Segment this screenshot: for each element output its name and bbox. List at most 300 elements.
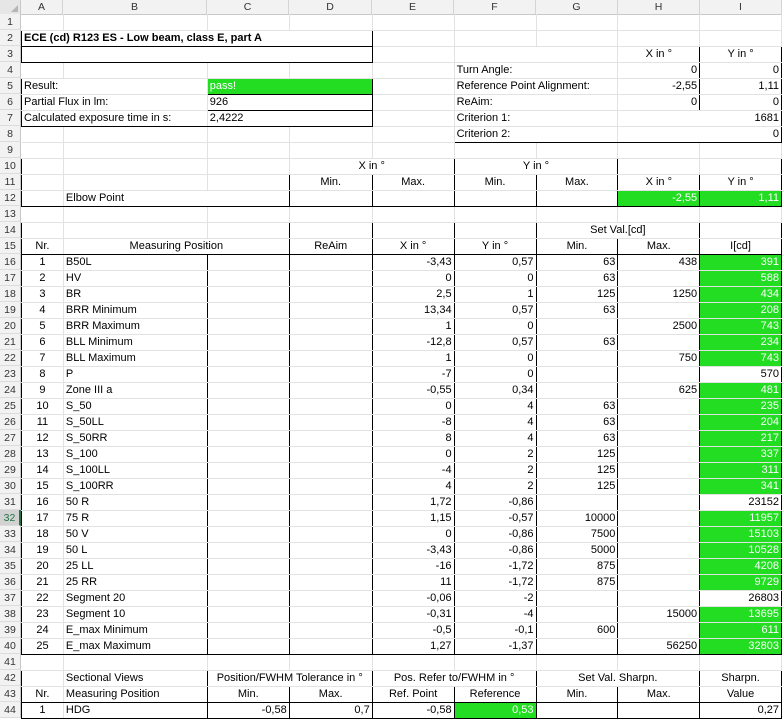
measurement-max[interactable]: 625 — [618, 382, 700, 398]
measurement-x[interactable]: -12,8 — [372, 334, 454, 350]
measurement-nr[interactable]: 11 — [22, 414, 64, 430]
measurement-min[interactable]: 63 — [536, 430, 618, 446]
measurement-x[interactable]: -0,31 — [372, 606, 454, 622]
elbow-x-value[interactable]: -2,55 — [618, 190, 700, 206]
reference-value[interactable]: 0,53 — [454, 702, 536, 718]
row-header-34[interactable]: 34 — [0, 542, 21, 558]
measurement-y[interactable]: 1 — [454, 286, 536, 302]
measurement-nr[interactable]: 7 — [22, 350, 64, 366]
measurement-nr[interactable]: 6 — [22, 334, 64, 350]
measurement-intensity[interactable]: 570 — [700, 366, 782, 382]
column-header-c[interactable]: C — [207, 0, 289, 14]
measurement-y[interactable]: -1,72 — [454, 558, 536, 574]
measurement-spacer[interactable] — [207, 494, 289, 510]
row-header-32[interactable]: 32 — [0, 510, 21, 526]
measurement-intensity[interactable]: 208 — [700, 302, 782, 318]
measurement-reaim[interactable] — [289, 366, 372, 382]
measurement-nr[interactable]: 1 — [22, 254, 64, 270]
measurement-max[interactable] — [618, 398, 700, 414]
row-header-27[interactable]: 27 — [0, 430, 21, 446]
measurement-max[interactable]: 1250 — [618, 286, 700, 302]
measurement-name[interactable]: BR — [63, 286, 207, 302]
measurement-x[interactable]: -0,06 — [372, 590, 454, 606]
row-header-30[interactable]: 30 — [0, 478, 21, 494]
measurement-spacer[interactable] — [207, 318, 289, 334]
measurement-x[interactable]: 8 — [372, 430, 454, 446]
measurement-reaim[interactable] — [289, 302, 372, 318]
row-header-4[interactable]: 4 — [0, 62, 21, 78]
measurement-y[interactable]: 2 — [454, 462, 536, 478]
measurement-name[interactable]: B50L — [63, 254, 207, 270]
measurement-min[interactable]: 63 — [536, 302, 618, 318]
row-header-12[interactable]: 12 — [0, 190, 21, 206]
measurement-y[interactable]: -0,86 — [454, 542, 536, 558]
row-header-11[interactable]: 11 — [0, 174, 21, 190]
measurement-min[interactable]: 63 — [536, 334, 618, 350]
measurement-x[interactable]: 1,27 — [372, 638, 454, 654]
measurement-intensity[interactable]: 234 — [700, 334, 782, 350]
column-header-h[interactable]: H — [618, 0, 700, 14]
measurement-intensity[interactable]: 743 — [700, 350, 782, 366]
measurement-intensity[interactable]: 434 — [700, 286, 782, 302]
measurement-intensity[interactable]: 217 — [700, 430, 782, 446]
measurement-min[interactable] — [536, 638, 618, 654]
row-header-38[interactable]: 38 — [0, 606, 21, 622]
row-header-6[interactable]: 6 — [0, 94, 21, 110]
measurement-spacer[interactable] — [207, 414, 289, 430]
row-header-5[interactable]: 5 — [0, 78, 21, 94]
measurement-name[interactable]: S_100 — [63, 446, 207, 462]
measurement-max[interactable]: 56250 — [618, 638, 700, 654]
measurement-intensity[interactable]: 341 — [700, 478, 782, 494]
column-header-d[interactable]: D — [289, 0, 372, 14]
measurement-name[interactable]: S_50LL — [63, 414, 207, 430]
measurement-x[interactable]: 1 — [372, 350, 454, 366]
measurement-reaim[interactable] — [289, 574, 372, 590]
measurement-name[interactable]: 50 R — [63, 494, 207, 510]
measurement-nr[interactable]: 2 — [22, 270, 64, 286]
measurement-name[interactable]: Segment 10 — [63, 606, 207, 622]
measurement-min[interactable] — [536, 350, 618, 366]
measurement-spacer[interactable] — [207, 366, 289, 382]
sharp-min[interactable] — [536, 702, 618, 718]
alignment-x-value[interactable]: 0 — [618, 94, 700, 110]
row-header-1[interactable]: 1 — [0, 14, 21, 30]
row-header-44[interactable]: 44 — [0, 702, 21, 718]
measurement-intensity[interactable]: 337 — [700, 446, 782, 462]
measurement-intensity[interactable]: 611 — [700, 622, 782, 638]
measurement-max[interactable] — [618, 430, 700, 446]
measurement-spacer[interactable] — [207, 558, 289, 574]
measurement-max[interactable]: 15000 — [618, 606, 700, 622]
measurement-name[interactable]: Segment 20 — [63, 590, 207, 606]
measurement-x[interactable]: -0,5 — [372, 622, 454, 638]
row-header-19[interactable]: 19 — [0, 302, 21, 318]
tolerance-min[interactable]: -0,58 — [207, 702, 289, 718]
measurement-y[interactable]: 0 — [454, 366, 536, 382]
row-header-40[interactable]: 40 — [0, 638, 21, 654]
measurement-nr[interactable]: 9 — [22, 382, 64, 398]
measurement-nr[interactable]: 20 — [22, 558, 64, 574]
measurement-x[interactable]: -7 — [372, 366, 454, 382]
measurement-x[interactable]: 1 — [372, 318, 454, 334]
measurement-x[interactable]: -16 — [372, 558, 454, 574]
measurement-y[interactable]: -0,57 — [454, 510, 536, 526]
measurement-nr[interactable]: 8 — [22, 366, 64, 382]
measurement-x[interactable]: 1,72 — [372, 494, 454, 510]
measurement-nr[interactable]: 19 — [22, 542, 64, 558]
measurement-intensity[interactable]: 32803 — [700, 638, 782, 654]
measurement-max[interactable] — [618, 590, 700, 606]
measurement-max[interactable] — [618, 446, 700, 462]
measurement-x[interactable]: -0,55 — [372, 382, 454, 398]
alignment-y-value[interactable]: 1,11 — [700, 78, 782, 94]
measurement-max[interactable] — [618, 334, 700, 350]
measurement-intensity[interactable]: 311 — [700, 462, 782, 478]
measurement-name[interactable]: S_50 — [63, 398, 207, 414]
measurement-max[interactable] — [618, 526, 700, 542]
measurement-reaim[interactable] — [289, 478, 372, 494]
measurement-intensity[interactable]: 23152 — [700, 494, 782, 510]
measurement-y[interactable]: -0,1 — [454, 622, 536, 638]
criterion-2-value[interactable]: 0 — [618, 126, 782, 142]
select-all-corner[interactable] — [0, 0, 21, 14]
measurement-name[interactable]: Zone III a — [63, 382, 207, 398]
measurement-y[interactable]: -1,37 — [454, 638, 536, 654]
measurement-reaim[interactable] — [289, 558, 372, 574]
measurement-reaim[interactable] — [289, 590, 372, 606]
measurement-min[interactable]: 125 — [536, 286, 618, 302]
row-header-41[interactable]: 41 — [0, 654, 21, 670]
measurement-intensity[interactable]: 235 — [700, 398, 782, 414]
measurement-name[interactable]: BRR Maximum — [63, 318, 207, 334]
measurement-max[interactable] — [618, 622, 700, 638]
measurement-reaim[interactable] — [289, 462, 372, 478]
measurement-name[interactable]: 75 R — [63, 510, 207, 526]
measurement-nr[interactable]: 16 — [22, 494, 64, 510]
row-header-26[interactable]: 26 — [0, 414, 21, 430]
measurement-min[interactable]: 875 — [536, 574, 618, 590]
measurement-spacer[interactable] — [207, 590, 289, 606]
measurement-max[interactable] — [618, 270, 700, 286]
measurement-reaim[interactable] — [289, 542, 372, 558]
measurement-nr[interactable]: 18 — [22, 526, 64, 542]
row-header-16[interactable]: 16 — [0, 254, 21, 270]
measurement-nr[interactable]: 10 — [22, 398, 64, 414]
measurement-reaim[interactable] — [289, 606, 372, 622]
measurement-reaim[interactable] — [289, 382, 372, 398]
measurement-x[interactable]: 1,15 — [372, 510, 454, 526]
alignment-x-value[interactable]: -2,55 — [618, 78, 700, 94]
measurement-intensity[interactable]: 481 — [700, 382, 782, 398]
ref-point-value[interactable]: -0,58 — [372, 702, 454, 718]
alignment-x-value[interactable]: 0 — [618, 62, 700, 78]
measurement-y[interactable]: -1,72 — [454, 574, 536, 590]
measurement-max[interactable] — [618, 510, 700, 526]
measurement-nr[interactable]: 17 — [22, 510, 64, 526]
measurement-reaim[interactable] — [289, 446, 372, 462]
row-header-24[interactable]: 24 — [0, 382, 21, 398]
measurement-intensity[interactable]: 15103 — [700, 526, 782, 542]
measurement-y[interactable]: 0,57 — [454, 334, 536, 350]
measurement-spacer[interactable] — [207, 382, 289, 398]
measurement-nr[interactable]: 23 — [22, 606, 64, 622]
measurement-min[interactable]: 7500 — [536, 526, 618, 542]
measurement-name[interactable]: S_100RR — [63, 478, 207, 494]
measurement-intensity[interactable]: 588 — [700, 270, 782, 286]
column-header-b[interactable]: B — [63, 0, 207, 14]
measurement-y[interactable]: 4 — [454, 414, 536, 430]
measurement-intensity[interactable]: 26803 — [700, 590, 782, 606]
measurement-max[interactable] — [618, 542, 700, 558]
measurement-name[interactable]: 50 L — [63, 542, 207, 558]
row-header-10[interactable]: 10 — [0, 158, 21, 174]
measurement-y[interactable]: -2 — [454, 590, 536, 606]
measurement-x[interactable]: 0 — [372, 526, 454, 542]
measurement-y[interactable]: -0,86 — [454, 494, 536, 510]
measurement-min[interactable] — [536, 590, 618, 606]
row-header-15[interactable]: 15 — [0, 238, 21, 254]
alignment-y-value[interactable]: 0 — [700, 62, 782, 78]
measurement-reaim[interactable] — [289, 526, 372, 542]
measurement-y[interactable]: 0 — [454, 270, 536, 286]
measurement-x[interactable]: -3,43 — [372, 254, 454, 270]
measurement-min[interactable]: 10000 — [536, 510, 618, 526]
measurement-spacer[interactable] — [207, 286, 289, 302]
measurement-spacer[interactable] — [207, 510, 289, 526]
measurement-intensity[interactable]: 743 — [700, 318, 782, 334]
row-header-3[interactable]: 3 — [0, 46, 21, 62]
measurement-name[interactable]: 50 V — [63, 526, 207, 542]
row-header-18[interactable]: 18 — [0, 286, 21, 302]
measurement-nr[interactable]: 3 — [22, 286, 64, 302]
measurement-max[interactable] — [618, 494, 700, 510]
measurement-spacer[interactable] — [207, 622, 289, 638]
measurement-y[interactable]: 0,57 — [454, 254, 536, 270]
row-header-28[interactable]: 28 — [0, 446, 21, 462]
measurement-max[interactable]: 438 — [618, 254, 700, 270]
measurement-spacer[interactable] — [207, 430, 289, 446]
row-header-2[interactable]: 2 — [0, 30, 21, 46]
measurement-spacer[interactable] — [207, 574, 289, 590]
measurement-reaim[interactable] — [289, 270, 372, 286]
spreadsheet-grid[interactable] — [21, 14, 782, 719]
row-header-31[interactable]: 31 — [0, 494, 21, 510]
measurement-x[interactable]: 4 — [372, 478, 454, 494]
measurement-reaim[interactable] — [289, 254, 372, 270]
measurement-max[interactable] — [618, 558, 700, 574]
result-value[interactable]: pass! — [207, 78, 372, 94]
sharpness-value[interactable]: 0,27 — [700, 702, 782, 718]
measurement-min[interactable] — [536, 318, 618, 334]
measurement-min[interactable]: 63 — [536, 254, 618, 270]
row-header-37[interactable]: 37 — [0, 590, 21, 606]
measurement-name[interactable]: BLL Minimum — [63, 334, 207, 350]
measurement-nr[interactable]: 25 — [22, 638, 64, 654]
measurement-name[interactable]: P — [63, 366, 207, 382]
measurement-spacer[interactable] — [207, 446, 289, 462]
measurement-max[interactable] — [618, 574, 700, 590]
measurement-min[interactable]: 125 — [536, 462, 618, 478]
row-header-35[interactable]: 35 — [0, 558, 21, 574]
measurement-name[interactable]: E_max Minimum — [63, 622, 207, 638]
row-header-25[interactable]: 25 — [0, 398, 21, 414]
elbow-y-value[interactable]: 1,11 — [700, 190, 782, 206]
measurement-spacer[interactable] — [207, 398, 289, 414]
measurement-name[interactable]: BRR Minimum — [63, 302, 207, 318]
measurement-min[interactable]: 875 — [536, 558, 618, 574]
alignment-y-value[interactable]: 0 — [700, 94, 782, 110]
measurement-intensity[interactable]: 204 — [700, 414, 782, 430]
measurement-spacer[interactable] — [207, 462, 289, 478]
measurement-spacer[interactable] — [207, 254, 289, 270]
sharp-max[interactable] — [618, 702, 700, 718]
measurement-intensity[interactable]: 11957 — [700, 510, 782, 526]
measurement-reaim[interactable] — [289, 510, 372, 526]
measurement-x[interactable]: 0 — [372, 446, 454, 462]
measurement-nr[interactable]: 15 — [22, 478, 64, 494]
measurement-nr[interactable]: 12 — [22, 430, 64, 446]
column-header-i[interactable]: I — [700, 0, 782, 14]
row-header-9[interactable]: 9 — [0, 142, 21, 158]
report-title[interactable]: ECE (cd) R123 ES - Low beam, class E, part A — [22, 30, 373, 46]
measurement-name[interactable]: HV — [63, 270, 207, 286]
measurement-spacer[interactable] — [207, 478, 289, 494]
measurement-y[interactable]: 4 — [454, 398, 536, 414]
measurement-nr[interactable]: 14 — [22, 462, 64, 478]
measurement-nr[interactable]: 24 — [22, 622, 64, 638]
measurement-name[interactable]: S_50RR — [63, 430, 207, 446]
measurement-y[interactable]: 0,34 — [454, 382, 536, 398]
measurement-x[interactable]: -8 — [372, 414, 454, 430]
row-header-22[interactable]: 22 — [0, 350, 21, 366]
measurement-intensity[interactable]: 10528 — [700, 542, 782, 558]
measurement-x[interactable]: 0 — [372, 270, 454, 286]
measurement-reaim[interactable] — [289, 286, 372, 302]
measurement-intensity[interactable]: 9729 — [700, 574, 782, 590]
measurement-intensity[interactable]: 13695 — [700, 606, 782, 622]
measurement-spacer[interactable] — [207, 542, 289, 558]
measurement-y[interactable]: 0,57 — [454, 302, 536, 318]
measurement-reaim[interactable] — [289, 334, 372, 350]
exposure-value[interactable]: 2,4222 — [207, 110, 372, 126]
measurement-y[interactable]: -0,86 — [454, 526, 536, 542]
measurement-nr[interactable]: 21 — [22, 574, 64, 590]
measurement-x[interactable]: 11 — [372, 574, 454, 590]
sectional-name[interactable]: HDG — [63, 702, 207, 718]
measurement-nr[interactable]: 13 — [22, 446, 64, 462]
measurement-min[interactable]: 63 — [536, 270, 618, 286]
measurement-reaim[interactable] — [289, 638, 372, 654]
measurement-spacer[interactable] — [207, 270, 289, 286]
row-header-21[interactable]: 21 — [0, 334, 21, 350]
measurement-spacer[interactable] — [207, 526, 289, 542]
row-header-36[interactable]: 36 — [0, 574, 21, 590]
row-header-29[interactable]: 29 — [0, 462, 21, 478]
sectional-nr[interactable]: 1 — [22, 702, 64, 718]
row-header-7[interactable]: 7 — [0, 110, 21, 126]
measurement-min[interactable] — [536, 606, 618, 622]
measurement-reaim[interactable] — [289, 622, 372, 638]
row-header-33[interactable]: 33 — [0, 526, 21, 542]
column-header-g[interactable]: G — [536, 0, 618, 14]
measurement-max[interactable]: 2500 — [618, 318, 700, 334]
row-header-42[interactable]: 42 — [0, 670, 21, 686]
measurement-min[interactable]: 600 — [536, 622, 618, 638]
measurement-min[interactable]: 63 — [536, 414, 618, 430]
measurement-min[interactable]: 125 — [536, 478, 618, 494]
measurement-nr[interactable]: 5 — [22, 318, 64, 334]
measurement-reaim[interactable] — [289, 398, 372, 414]
measurement-y[interactable]: 4 — [454, 430, 536, 446]
measurement-name[interactable]: 25 LL — [63, 558, 207, 574]
criterion-1-value[interactable]: 1681 — [618, 110, 782, 126]
row-header-23[interactable]: 23 — [0, 366, 21, 382]
measurement-max[interactable] — [618, 414, 700, 430]
measurement-reaim[interactable] — [289, 350, 372, 366]
measurement-nr[interactable]: 22 — [22, 590, 64, 606]
row-header-14[interactable]: 14 — [0, 222, 21, 238]
measurement-spacer[interactable] — [207, 334, 289, 350]
measurement-reaim[interactable] — [289, 414, 372, 430]
measurement-intensity[interactable]: 4208 — [700, 558, 782, 574]
measurement-name[interactable]: E_max Maximum — [63, 638, 207, 654]
measurement-max[interactable] — [618, 478, 700, 494]
measurement-name[interactable]: 25 RR — [63, 574, 207, 590]
flux-value[interactable]: 926 — [207, 94, 372, 110]
measurement-min[interactable]: 63 — [536, 398, 618, 414]
measurement-spacer[interactable] — [207, 638, 289, 654]
measurement-y[interactable]: 0 — [454, 350, 536, 366]
column-header-a[interactable]: A — [21, 0, 63, 14]
measurement-reaim[interactable] — [289, 494, 372, 510]
measurement-y[interactable]: 0 — [454, 318, 536, 334]
row-header-43[interactable]: 43 — [0, 686, 21, 702]
measurement-name[interactable]: S_100LL — [63, 462, 207, 478]
measurement-min[interactable] — [536, 366, 618, 382]
tolerance-max[interactable]: 0,7 — [289, 702, 372, 718]
measurement-nr[interactable]: 4 — [22, 302, 64, 318]
measurement-max[interactable] — [618, 366, 700, 382]
row-header-39[interactable]: 39 — [0, 622, 21, 638]
measurement-reaim[interactable] — [289, 430, 372, 446]
row-header-8[interactable]: 8 — [0, 126, 21, 142]
measurement-x[interactable]: 0 — [372, 398, 454, 414]
measurement-x[interactable]: 13,34 — [372, 302, 454, 318]
measurement-min[interactable]: 125 — [536, 446, 618, 462]
measurement-max[interactable]: 750 — [618, 350, 700, 366]
column-header-f[interactable]: F — [454, 0, 536, 14]
measurement-max[interactable] — [618, 462, 700, 478]
measurement-min[interactable] — [536, 382, 618, 398]
column-header-e[interactable]: E — [372, 0, 454, 14]
measurement-name[interactable]: BLL Maximum — [63, 350, 207, 366]
measurement-x[interactable]: -3,43 — [372, 542, 454, 558]
measurement-reaim[interactable] — [289, 318, 372, 334]
measurement-intensity[interactable]: 391 — [700, 254, 782, 270]
measurement-min[interactable]: 5000 — [536, 542, 618, 558]
measurement-max[interactable] — [618, 302, 700, 318]
measurement-y[interactable]: -4 — [454, 606, 536, 622]
measurement-spacer[interactable] — [207, 606, 289, 622]
measurement-spacer[interactable] — [207, 302, 289, 318]
row-header-17[interactable]: 17 — [0, 270, 21, 286]
measurement-x[interactable]: 2,5 — [372, 286, 454, 302]
row-header-13[interactable]: 13 — [0, 206, 21, 222]
measurement-min[interactable] — [536, 494, 618, 510]
row-header-20[interactable]: 20 — [0, 318, 21, 334]
measurement-x[interactable]: -4 — [372, 462, 454, 478]
